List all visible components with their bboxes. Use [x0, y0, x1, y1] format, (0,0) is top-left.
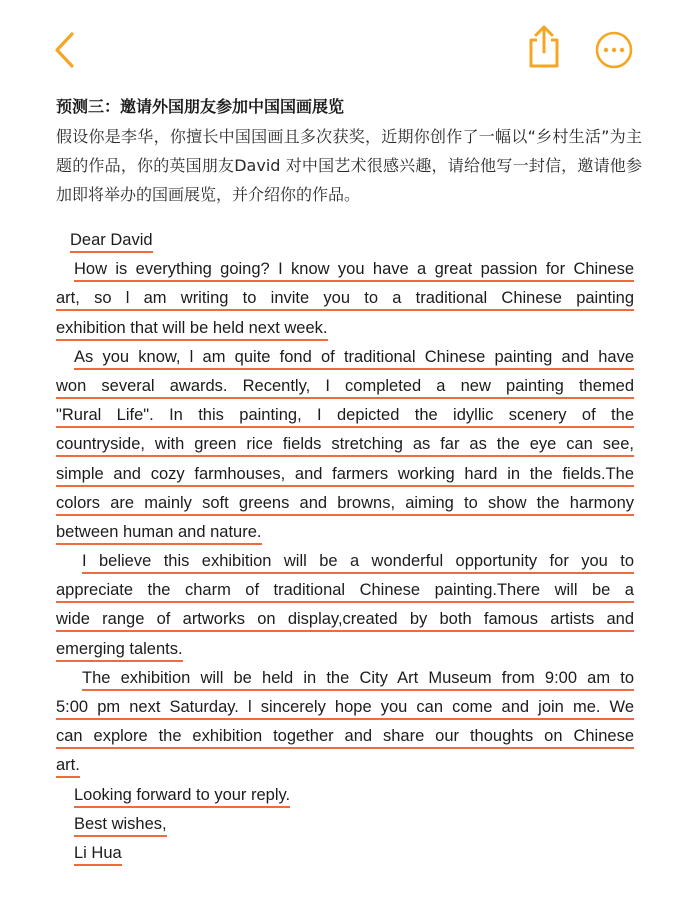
- letter-line: won several awards. Recently, I completed a new painting themed: [56, 373, 634, 402]
- top-bar: [0, 0, 690, 100]
- letter-line-signature: Li Hua: [56, 840, 634, 869]
- letter-line-salutation: Dear David: [56, 227, 634, 256]
- letter-line: appreciate the charm of traditional Chinese painting.There will be a: [56, 577, 634, 606]
- letter-line: between human and nature.: [56, 519, 634, 548]
- letter-line: art.: [56, 752, 634, 781]
- heading-text: 预测三：邀请外国朋友参加中国国画展览: [56, 97, 345, 116]
- letter-line: art, so l am writing to invite you to a traditional Chinese painting: [56, 285, 634, 314]
- letter-line: simple and cozy farmhouses, and farmers working hard in the fields.The: [56, 461, 634, 490]
- letter-line-closing: Looking forward to your reply.: [56, 782, 634, 811]
- letter-line: colors are mainly soft greens and browns, aiming to show the harmony: [56, 490, 634, 519]
- letter-line: exhibition that will be held next week.: [56, 315, 634, 344]
- question-heading: [56, 94, 344, 117]
- letter-line: As you know, l am quite fond of traditional Chinese painting and have: [56, 344, 634, 373]
- letter-line: countryside, with green rice fields stretching as far as the eye can see,: [56, 431, 634, 460]
- chevron-left-icon[interactable]: [50, 30, 80, 70]
- share-icon[interactable]: [524, 24, 564, 70]
- letter-line: wide range of artworks on display,created by both famous artists and: [56, 606, 634, 635]
- letter-line: How is everything going? I know you have a great passion for Chinese: [56, 256, 634, 285]
- essay-letter: [56, 227, 634, 869]
- letter-line: can explore the exhibition together and share our thoughts on Chinese: [56, 723, 634, 752]
- letter-line: The exhibition will be held in the City Art Museum from 9:00 am to: [56, 665, 634, 694]
- letter-line-sign-off: Best wishes,: [56, 811, 634, 840]
- more-icon[interactable]: [594, 30, 634, 70]
- letter-line: 5:00 pm next Saturday. l sincerely hope you can come and join me. We: [56, 694, 634, 723]
- letter-line: "Rural Life". In this painting, I depicted the idyllic scenery of the: [56, 402, 634, 431]
- letter-line: I believe this exhibition will be a wonderful opportunity for you to: [56, 548, 634, 577]
- letter-line: emerging talents.: [56, 636, 634, 665]
- writing-prompt: 假设你是李华，你擅长中国国画且多次获奖，近期你创作了一幅以“乡村生活”为主题的作品，你的英国朋友David 对中国艺术很感兴趣，请给他写一封信，邀请他参加即将举办的国画展览，并介绍你的作品。: [56, 127, 642, 204]
